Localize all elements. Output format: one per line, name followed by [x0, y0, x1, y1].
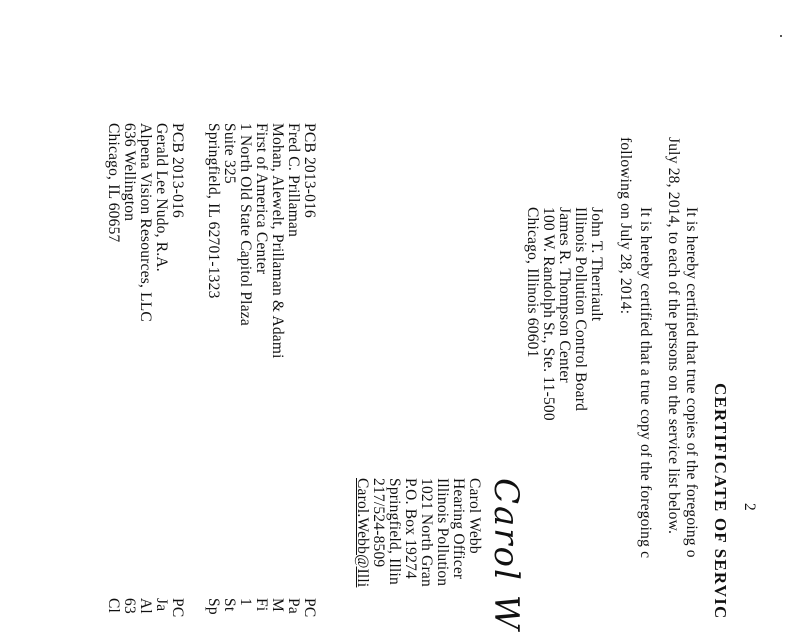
service-list-line: 1 North Old State Capitol Plaza: [237, 123, 254, 326]
addressee-line: James R. Thompson Center: [556, 207, 573, 383]
service-list-line: PC: [301, 598, 318, 618]
service-list-line: Chicago, IL 60657: [105, 123, 122, 243]
signature-email: Carol.Webb@Illi: [354, 478, 371, 588]
service-list-line: PCB 2013-016: [301, 123, 318, 218]
service-list-line: M: [269, 598, 286, 612]
paragraph-1-line-2: July 28, 2014, to each of the persons on the service list below.: [665, 137, 682, 535]
signature-block-line: P.O. Box 19274: [402, 478, 419, 579]
paragraph-2-line-1: It is hereby certified that a true copy of the foregoing c: [637, 207, 654, 559]
service-list-line: Fi: [253, 598, 270, 612]
addressee-line: Chicago, Illinois 60601: [524, 207, 541, 358]
service-list-line: 1: [237, 598, 254, 606]
signature-block-line: Illinois Pollution: [434, 478, 451, 587]
signature: Carol W: [486, 478, 526, 632]
scan-speck: [780, 35, 782, 37]
service-list-line: PCB 2013-016: [169, 123, 186, 218]
signature-block-line: Springfield, Illin: [386, 478, 403, 585]
paragraph-2-line-2: following on July 28, 2014:: [617, 137, 634, 315]
service-list-line: Alpena Vision Resources, LLC: [137, 123, 154, 322]
certificate-heading: CERTIFICATE OF SERVIC: [711, 383, 730, 620]
service-list-line: 636 Wellington: [121, 123, 138, 222]
addressee-line: Illinois Pollution Control Board: [572, 207, 589, 412]
addressee-line: John T. Therriault: [588, 207, 605, 322]
signature-block-line: 217/524-8509: [370, 478, 387, 568]
service-list-line: Cl: [105, 598, 122, 614]
service-list-line: 63: [121, 598, 138, 614]
addressee-line: 100 W. Randolph St., Ste. 11-500: [540, 207, 557, 421]
service-list-line: PC: [169, 598, 186, 618]
service-list-line: Suite 325: [221, 123, 238, 184]
signature-block-line: Hearing Officer: [450, 478, 467, 580]
service-list-line: First of America Center: [253, 123, 270, 275]
service-list-line: Sp: [205, 598, 222, 615]
service-list-line: Al: [137, 598, 154, 614]
service-list-line: Mohan, Alewelt, Prillaman & Adami: [269, 123, 286, 359]
service-list-line: Ja: [153, 598, 170, 612]
service-list-line: Fred C. Prillaman: [285, 123, 302, 238]
paragraph-1-line-1: It is hereby certified that true copies of the foregoing o: [683, 207, 700, 558]
signature-block-line: 1021 North Gran: [418, 478, 435, 587]
page-number: 2: [741, 503, 758, 511]
service-list-line: Pa: [285, 598, 302, 614]
signature-block-line: Carol Webb: [466, 478, 483, 554]
service-list-line: St: [221, 598, 238, 612]
service-list-line: Springfield, IL 62701-1323: [205, 123, 222, 299]
service-list-line: Gerald Lee Nudo, R.A.: [153, 123, 170, 272]
